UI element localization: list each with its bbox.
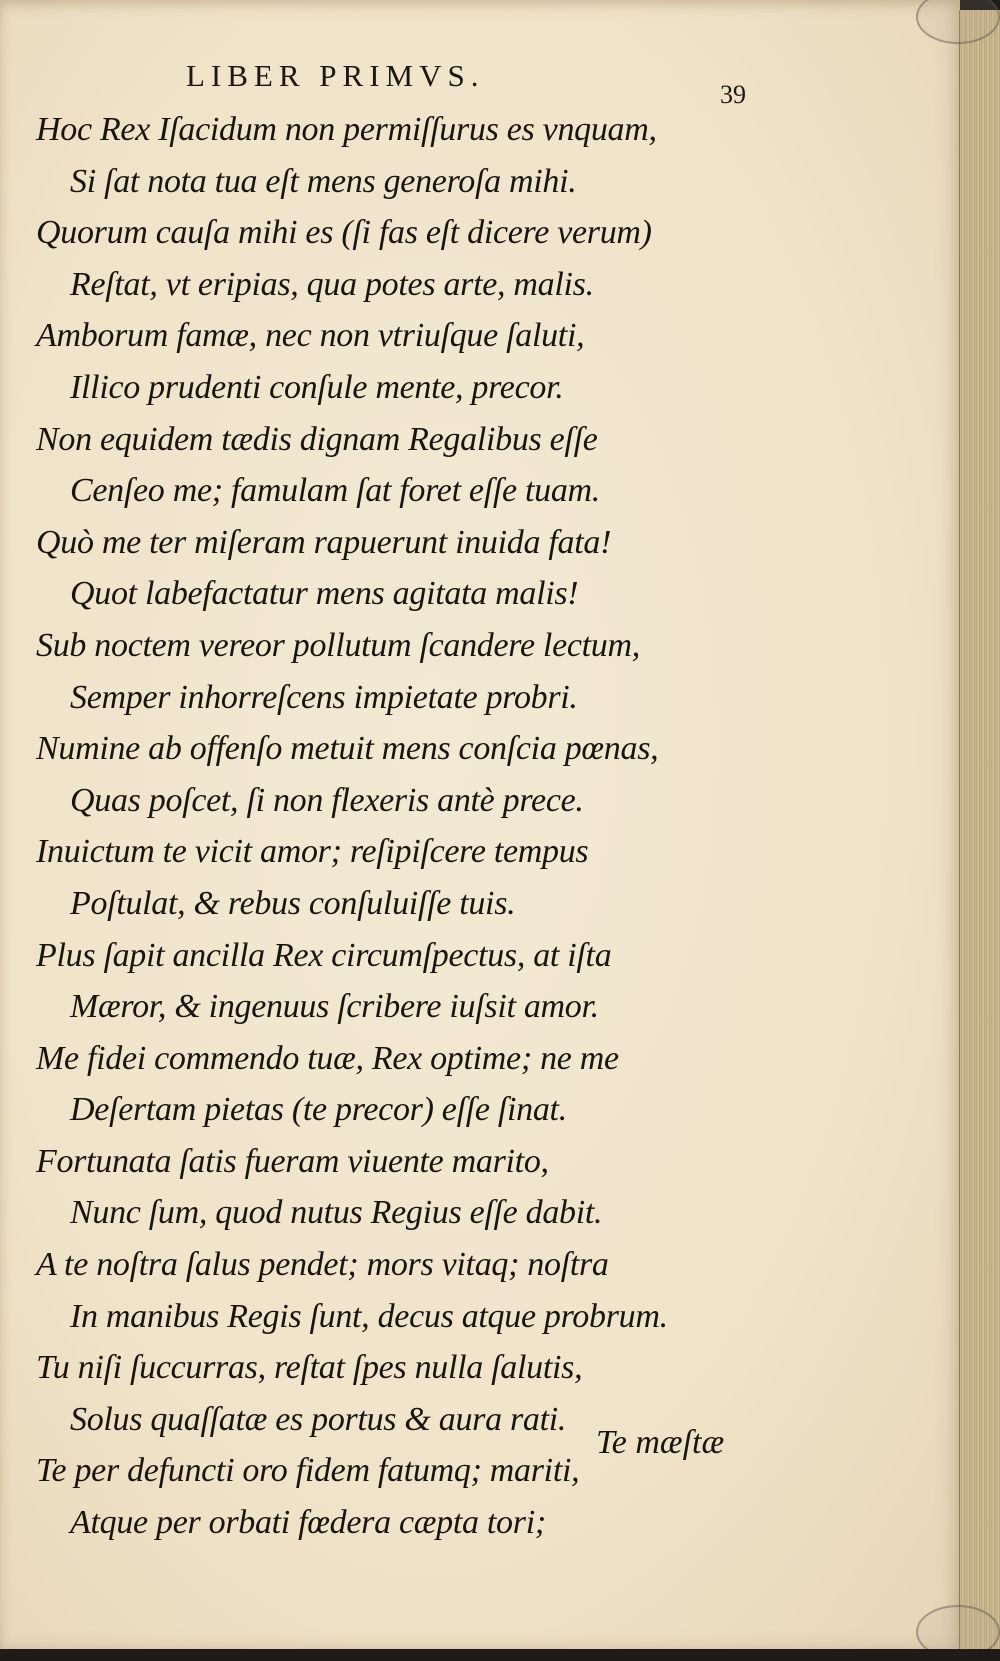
- verse-line: Fortunata ſatis fueram viuente marito,: [36, 1142, 549, 1180]
- verse-line: Hoc Rex Iſacidum non permiſſurus es vnquam,: [36, 111, 657, 148]
- verse-line: Te per defuncti oro fidem fatumq; mariti,: [36, 1452, 580, 1490]
- verse-line: Tu niſi ſuccurras, reſtat ſpes nulla ſalutis,: [36, 1349, 583, 1387]
- scan-bottom-edge: [0, 1649, 1000, 1661]
- verse-line: In manibus Regis ſunt, decus atque probrum.: [70, 1297, 668, 1335]
- verse-line: Quot labefactatur mens agitata malis!: [70, 575, 579, 613]
- verse-line: Numine ab offenſo metuit mens conſcia pœnas,: [36, 730, 659, 768]
- verse-line: Nunc ſum, quod nutus Regius eſſe dabit.: [70, 1194, 603, 1232]
- verse-line: Sub noctem vereor pollutum ſcandere lectum,: [36, 626, 640, 664]
- verse-text: [0, 104, 960, 1549]
- verse-line: Reſtat, vt eripias, qua potes arte, malis.: [70, 265, 594, 303]
- verse-line: Non equidem tædis dignam Regalibus eſſe: [36, 420, 598, 458]
- verse-line: A te noſtra ſalus pendet; mors vitaq; noſtra: [36, 1246, 609, 1284]
- page-header: [0, 58, 960, 108]
- verse-line: Semper inhorreſcens impietate probri.: [70, 678, 578, 716]
- verse-line: Inuictum te vicit amor; reſipiſcere tempus: [36, 833, 589, 871]
- verse-line: Me fidei commendo tuæ, Rex optime; ne me: [36, 1039, 619, 1077]
- verse-line: Poſtulat, & rebus conſuluiſſe tuis.: [70, 884, 516, 922]
- verse-line: Quò me ter miſeram rapuerunt inuida fata!: [36, 523, 612, 561]
- verse-line: Si ſat nota tua eſt mens generoſa mihi.: [70, 162, 577, 200]
- verse-line: Atque per orbati fœdera cæpta tori;: [70, 1504, 546, 1542]
- verse-line: Illico prudenti conſule mente, precor.: [70, 368, 564, 406]
- page-fore-edge: [959, 10, 1000, 1655]
- verse-line: Cenſeo me; famulam ſat foret eſſe tuam.: [70, 472, 600, 510]
- verse-line: Amborum famæ, nec non vtriuſque ſaluti,: [36, 317, 585, 355]
- page-number: 39: [720, 80, 746, 109]
- verse-line: Quas poſcet, ſi non flexeris antè prece.: [70, 781, 584, 819]
- verse-line: Solus quaſſatæ es portus & aura rati.: [70, 1400, 567, 1438]
- catchword: Te mæſtæ: [596, 1424, 725, 1461]
- running-head: LIBER PRIMVS.: [186, 58, 485, 93]
- verse-line: Quorum cauſa mihi es (ſi fas eſt dicere verum): [36, 214, 652, 252]
- verse-line: Mæror, & ingenuus ſcribere iuſsit amor.: [70, 988, 599, 1026]
- verse-line: Plus ſapit ancilla Rex circumſpectus, at iſta: [36, 936, 612, 974]
- verse-line: Deſertam pietas (te precor) eſſe ſinat.: [70, 1091, 567, 1129]
